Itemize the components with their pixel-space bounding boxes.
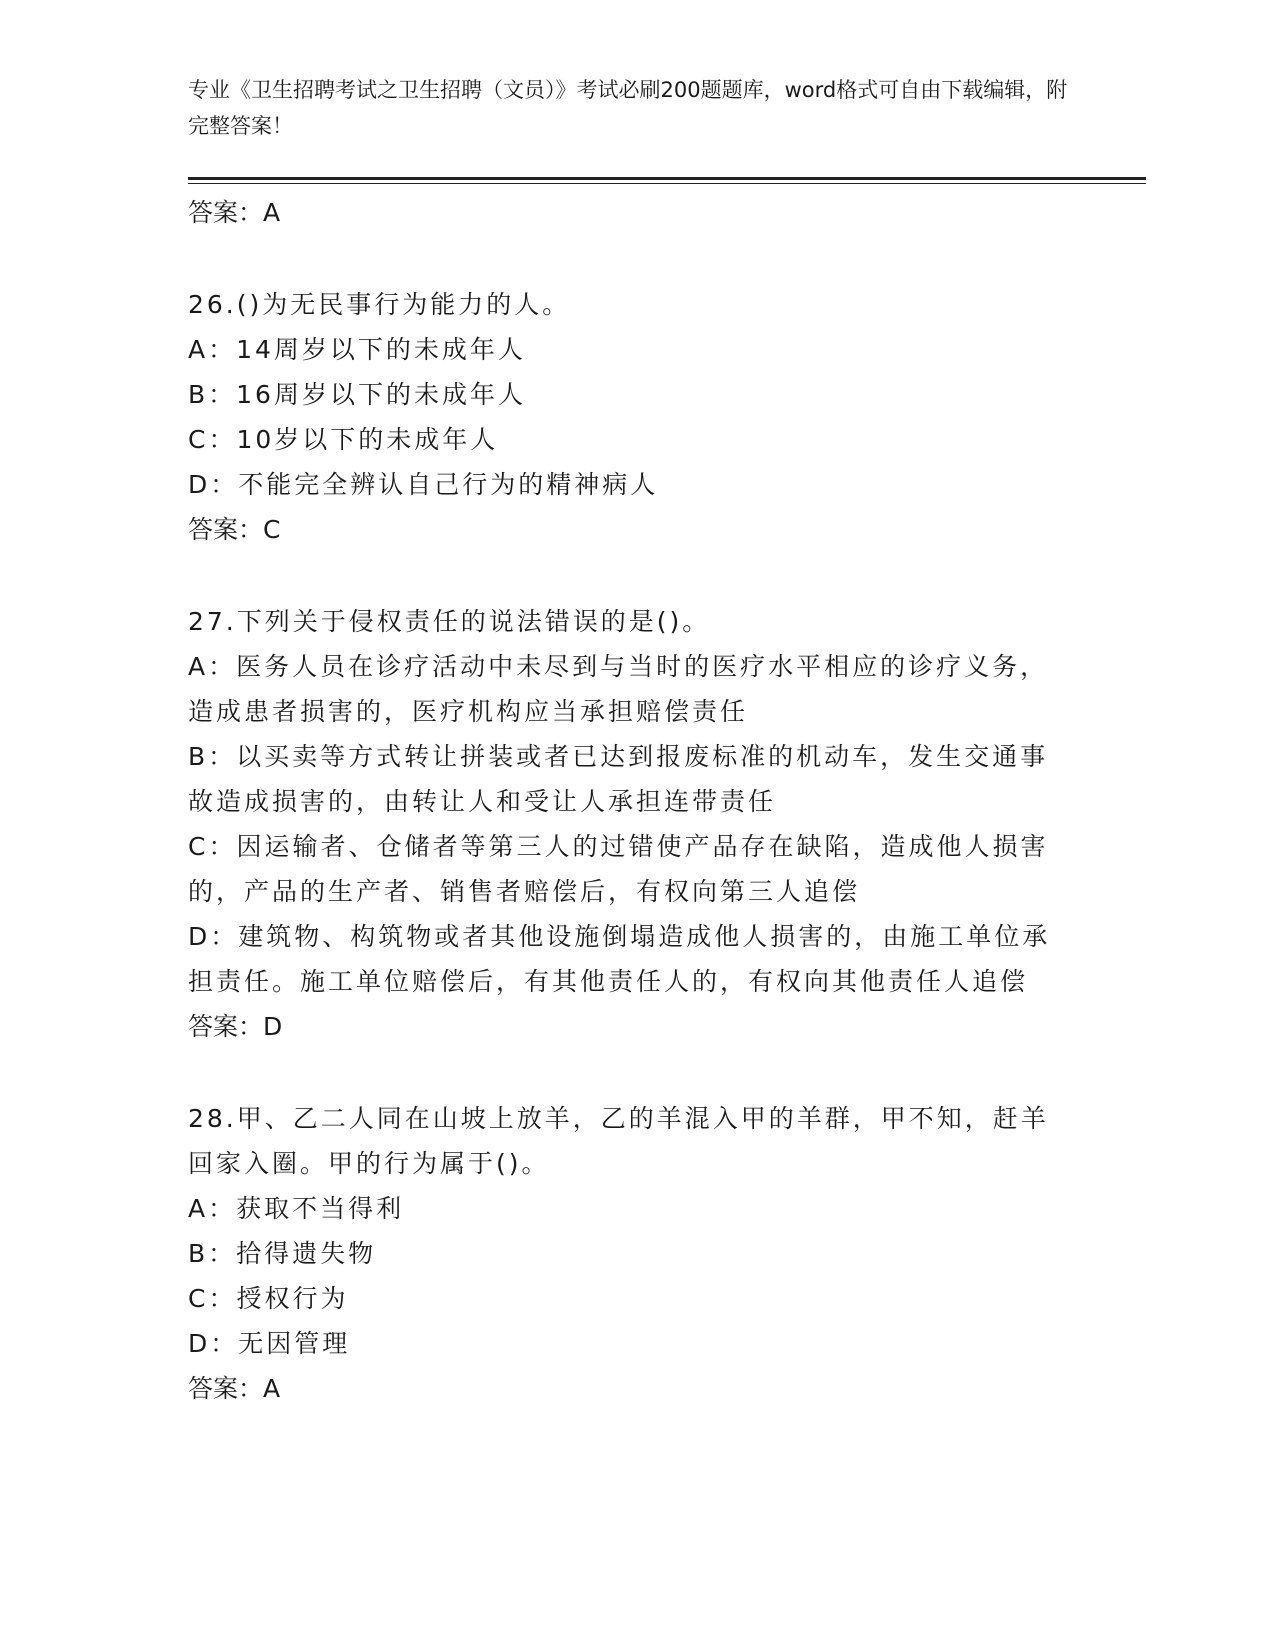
spacer	[188, 235, 1088, 282]
question-stem: 28.甲、乙二人同在山坡上放羊，乙的羊混入甲的羊群，甲不知，赶羊	[188, 1104, 1049, 1133]
question-27	[188, 599, 1088, 1049]
option-a: A：14周岁以下的未成年人	[188, 335, 526, 364]
option-b: B：16周岁以下的未成年人	[188, 380, 526, 409]
option-c: C：因运输者、仓储者等第三人的过错使产品存在缺陷，造成他人损害	[188, 832, 1049, 861]
header-rule-thick	[188, 177, 1146, 180]
spacer	[188, 1049, 1088, 1096]
question-28	[188, 1096, 1088, 1411]
spacer	[188, 552, 1088, 599]
question-stem-continued: 回家入圈。甲的行为属于()。	[188, 1149, 550, 1178]
option-a-continued: 造成患者损害的，医疗机构应当承担赔偿责任	[188, 697, 749, 726]
header-rule-thin	[188, 183, 1146, 184]
option-a: A：获取不当得利	[188, 1194, 405, 1223]
option-c-continued: 的，产品的生产者、销售者赔偿后，有权向第三人追偿	[188, 877, 861, 906]
option-b: B：拾得遗失物	[188, 1239, 377, 1268]
previous-answer: 答案：A	[188, 198, 281, 227]
option-b: B：以买卖等方式转让拼装或者已达到报废标准的机动车，发生交通事	[188, 742, 1049, 771]
option-b-continued: 故造成损害的，由转让人和受让人承担连带责任	[188, 787, 777, 816]
answer: 答案：D	[188, 1012, 283, 1041]
answer: 答案：C	[188, 515, 281, 544]
answer: 答案：A	[188, 1374, 281, 1403]
question-content	[188, 190, 1088, 1411]
option-c: C：授权行为	[188, 1284, 349, 1313]
question-stem: 26.()为无民事行为能力的人。	[188, 290, 571, 319]
option-d-continued: 担责任。施工单位赔偿后，有其他责任人的，有权向其他责任人追偿	[188, 967, 1029, 996]
option-d: D：无因管理	[188, 1329, 351, 1358]
question-26	[188, 282, 1088, 552]
option-c: C：10岁以下的未成年人	[188, 425, 499, 454]
question-stem: 27.下列关于侵权责任的说法错误的是()。	[188, 607, 711, 636]
document-header	[188, 72, 1088, 144]
option-d: D：建筑物、构筑物或者其他设施倒塌造成他人损害的，由施工单位承	[188, 922, 1051, 951]
option-a: A：医务人员在诊疗活动中未尽到与当时的医疗水平相应的诊疗义务，	[188, 652, 1049, 681]
option-d: D：不能完全辨认自己行为的精神病人	[188, 470, 659, 499]
header-text: 专业《卫生招聘考试之卫生招聘（文员）》考试必刷200题题库，word格式可自由下载编辑，附完整答案！	[188, 78, 1068, 138]
